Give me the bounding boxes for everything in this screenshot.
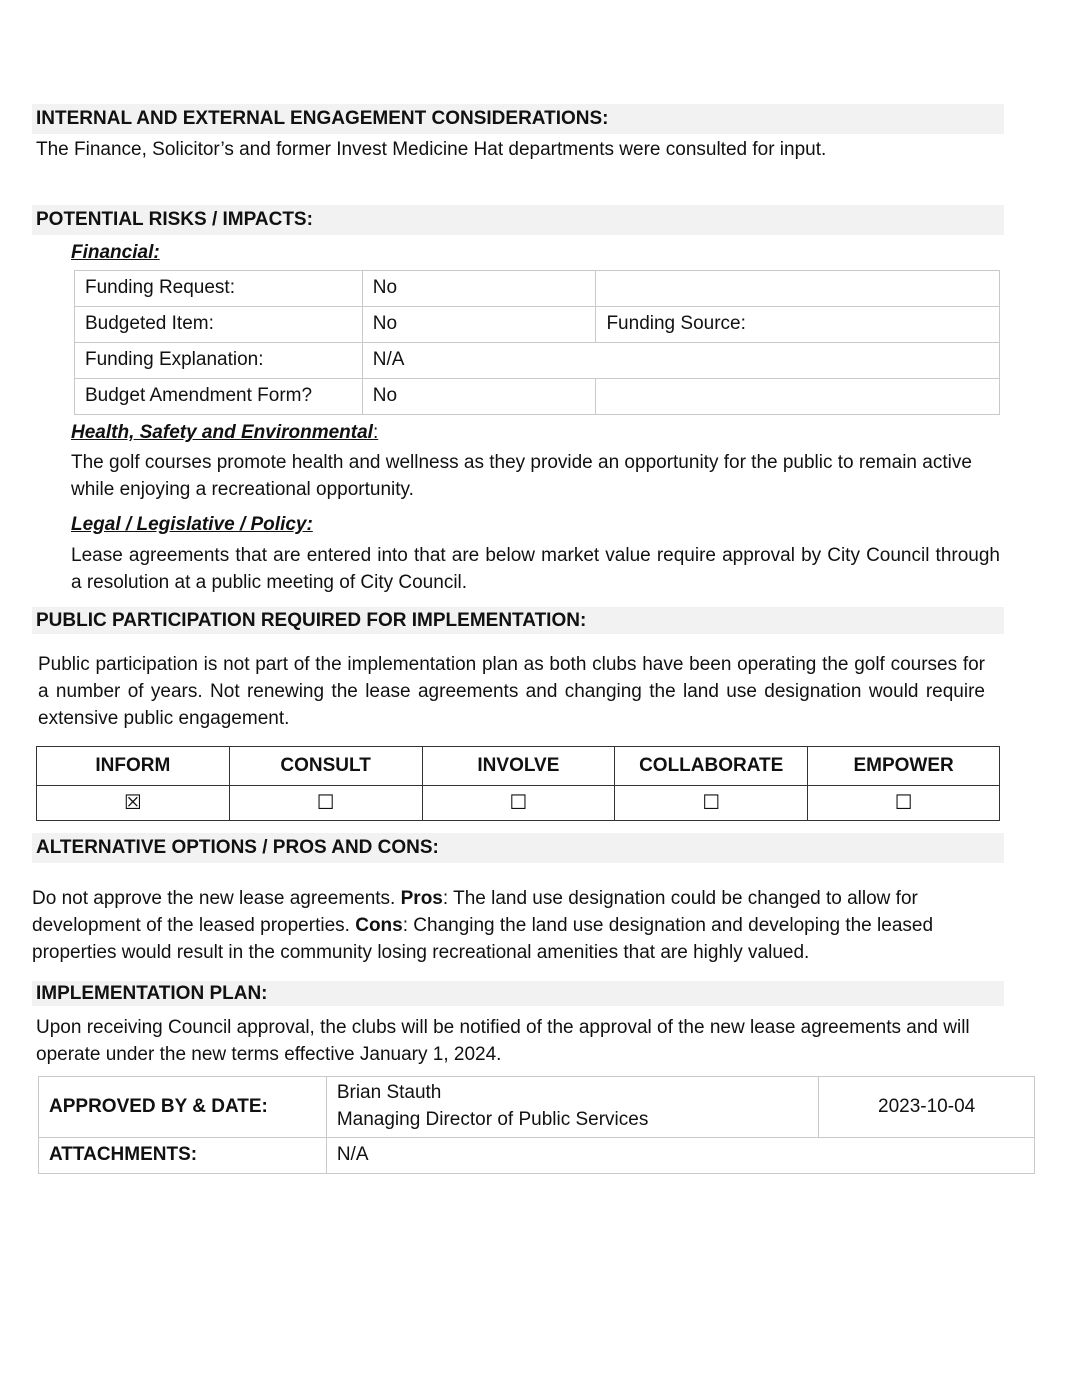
table-row — [75, 379, 1000, 415]
budget-amendment-label: Budget Amendment Form? — [75, 379, 363, 415]
table-row — [75, 343, 1000, 379]
approver-name: Brian Stauth — [336, 1082, 442, 1104]
consult-checkbox[interactable]: ☐ — [229, 786, 422, 821]
attachments-label: ATTACHMENTS: — [39, 1138, 327, 1174]
budgeted-item-label: Budgeted Item: — [75, 307, 363, 343]
approver-title: Managing Director of Public Services — [336, 1109, 649, 1130]
implementation-text: Upon receiving Council approval, the clubs will be notified of the approval of the new lease agreements and will operate under the new terms effective January 1, 2024. — [36, 1017, 970, 1065]
spectrum-involve-label: INVOLVE — [422, 747, 615, 786]
table-row — [75, 307, 1000, 343]
pros-text: : The land use designation could be changed to allow for development of the leased properties. — [32, 888, 918, 936]
table-row — [39, 1077, 1035, 1138]
legal-subheading: Legal / Legislative / Policy: — [71, 514, 313, 535]
cons-text: : Changing the land use designation and developing the leased properties would result in the community losing recreational amenities that are highly valued. — [32, 914, 934, 963]
approval-date: 2023-10-04 — [819, 1077, 1035, 1138]
hse-subheading — [71, 420, 378, 447]
risks-heading: POTENTIAL RISKS / IMPACTS: — [32, 205, 1004, 235]
table-row — [37, 747, 1000, 786]
pros-label: Pros — [400, 888, 443, 909]
participation-text: Public participation is not part of the implementation plan as both clubs have been operating the golf courses for a number of years. Not renewing the lease agreements and changing the land use designation would require extensive public engagement. — [38, 654, 985, 729]
spectrum-inform-label: INFORM — [37, 747, 230, 786]
implementation-heading: IMPLEMENTATION PLAN: — [32, 981, 1004, 1006]
funding-explanation-label: Funding Explanation: — [75, 343, 363, 379]
hse-text: The golf courses promote health and wellness as they provide an opportunity for the public to remain active while enjoying a recreational opportunity. — [71, 452, 972, 500]
funding-request-label: Funding Request: — [75, 271, 363, 307]
financial-table — [74, 270, 1000, 415]
empower-checkbox[interactable]: ☐ — [808, 786, 1000, 821]
table-row — [39, 1138, 1035, 1174]
spectrum-collaborate-label: COLLABORATE — [615, 747, 808, 786]
collaborate-checkbox[interactable]: ☐ — [615, 786, 808, 821]
spectrum-consult-label: CONSULT — [229, 747, 422, 786]
budgeted-item-value: No — [362, 307, 596, 343]
approval-table — [38, 1076, 1035, 1174]
financial-colon: : — [153, 242, 160, 263]
table-row — [75, 271, 1000, 307]
budget-amendment-value: No — [362, 379, 596, 415]
involve-checkbox[interactable]: ☐ — [422, 786, 615, 821]
hse-colon: : — [372, 422, 379, 443]
alternatives-text — [32, 886, 992, 967]
empty-cell — [596, 379, 1000, 415]
legal-text: Lease agreements that are entered into that are below market value require approval by City Council through a resolution at a public meeting of City Council. — [71, 545, 1000, 593]
approver-cell — [326, 1077, 818, 1138]
cons-label: Cons — [355, 914, 403, 936]
spectrum-empower-label: EMPOWER — [808, 747, 1000, 786]
engagement-heading: INTERNAL AND EXTERNAL ENGAGEMENT CONSIDERATIONS: — [32, 104, 1004, 134]
empty-cell — [596, 271, 1000, 307]
participation-heading: PUBLIC PARTICIPATION REQUIRED FOR IMPLEMENTATION: — [32, 607, 1004, 634]
funding-explanation-value: N/A — [362, 343, 999, 379]
table-row — [37, 786, 1000, 821]
hse-label: Health, Safety and Environmental — [71, 422, 373, 443]
attachments-value: N/A — [326, 1138, 1034, 1174]
engagement-text: The Finance, Solicitor’s and former Invest Medicine Hat departments were consulted for input. — [36, 139, 827, 160]
financial-subheading — [71, 240, 160, 267]
approved-by-label: APPROVED BY & DATE: — [39, 1077, 327, 1138]
funding-request-value: No — [362, 271, 596, 307]
inform-checkbox[interactable]: ☒ — [37, 786, 230, 821]
alternatives-intro: Do not approve the new lease agreements. — [32, 888, 401, 909]
funding-source-label: Funding Source: — [596, 307, 1000, 343]
participation-spectrum-table — [36, 746, 1000, 821]
alternatives-heading: ALTERNATIVE OPTIONS / PROS AND CONS: — [32, 833, 1004, 863]
financial-label: Financial — [71, 242, 154, 263]
